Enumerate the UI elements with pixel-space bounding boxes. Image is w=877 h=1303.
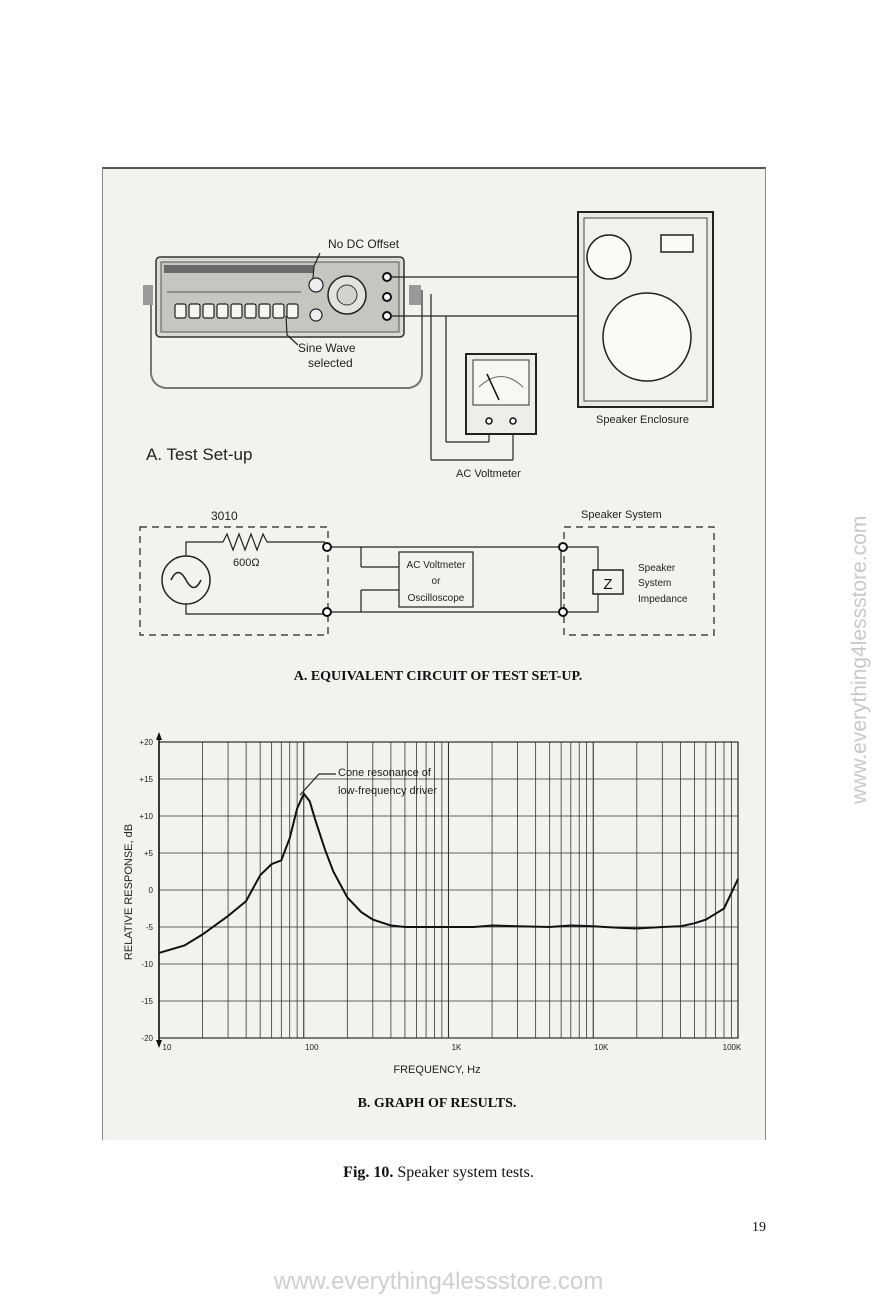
keypad-buttons bbox=[175, 304, 298, 318]
graph-annotation-line2: low-frequency driver bbox=[338, 785, 438, 797]
y-tick-label: +15 bbox=[139, 775, 153, 784]
x-tick-label: 100 bbox=[305, 1043, 319, 1052]
y-tick-label: -5 bbox=[145, 923, 153, 932]
speaker-system-label: Speaker System bbox=[581, 509, 662, 521]
page-number: 19 bbox=[752, 1220, 766, 1235]
sine-wave-label-line2: selected bbox=[308, 356, 353, 370]
graph-annotation-line1: Cone resonance of bbox=[338, 767, 431, 779]
ac-voltmeter-meter bbox=[466, 354, 536, 434]
figure-canvas bbox=[103, 169, 765, 1140]
watermark-bottom: www.everything4lessstore.com bbox=[273, 1268, 604, 1295]
y-tick-label: -15 bbox=[141, 997, 153, 1006]
figure-number: Fig. 10. bbox=[343, 1164, 394, 1181]
y-tick-label: +20 bbox=[139, 738, 153, 747]
source-label: 3010 bbox=[211, 509, 238, 523]
y-axis-tick-labels bbox=[139, 738, 153, 1043]
ac-voltmeter-label: AC Voltmeter bbox=[456, 468, 521, 480]
y-tick-label: -10 bbox=[141, 960, 153, 969]
sine-wave-label-line1: Sine Wave bbox=[298, 341, 356, 355]
x-tick-label: 10 bbox=[162, 1043, 172, 1052]
y-axis-arrow-down bbox=[156, 1040, 162, 1048]
resistor-label: 600Ω bbox=[233, 557, 260, 569]
y-tick-label: 0 bbox=[148, 886, 153, 895]
impedance-label-line2: System bbox=[638, 578, 672, 589]
y-tick-label: +10 bbox=[139, 812, 153, 821]
watermark-side: www.everything4lessstore.com bbox=[848, 515, 871, 805]
x-tick-label: 10K bbox=[594, 1043, 609, 1052]
x-tick-label: 1K bbox=[451, 1043, 462, 1052]
test-setup-heading: A. Test Set-up bbox=[146, 445, 253, 464]
figure-panel bbox=[102, 167, 766, 1140]
no-dc-offset-label: No DC Offset bbox=[328, 237, 400, 251]
y-tick-label: -20 bbox=[141, 1034, 153, 1043]
meter-label-line3: Oscilloscope bbox=[407, 593, 465, 604]
figure-caption bbox=[0, 1164, 877, 1182]
impedance-symbol: Z bbox=[603, 576, 613, 593]
speaker-enclosure-label: Speaker Enclosure bbox=[596, 414, 689, 426]
equivalent-circuit bbox=[140, 527, 714, 635]
y-axis-arrow-up bbox=[156, 732, 162, 740]
graph-caption: B. GRAPH OF RESULTS. bbox=[357, 1096, 517, 1111]
function-generator bbox=[143, 257, 422, 388]
response-graph bbox=[139, 732, 742, 1052]
speaker-enclosure bbox=[578, 212, 713, 407]
x-axis-tick-labels bbox=[163, 1043, 742, 1052]
impedance-label-line3: Impedance bbox=[638, 594, 688, 605]
y-axis-label: RELATIVE RESPONSE, dB bbox=[123, 823, 135, 961]
y-tick-label: +5 bbox=[143, 849, 153, 858]
graph-grid bbox=[156, 732, 738, 1048]
meter-label-line2: or bbox=[431, 576, 441, 587]
x-axis-label: FREQUENCY, Hz bbox=[393, 1064, 481, 1076]
circuit-caption: A. EQUIVALENT CIRCUIT OF TEST SET-UP. bbox=[293, 669, 583, 684]
figure-caption-text: Speaker system tests. bbox=[397, 1164, 534, 1181]
meter-label-line1: AC Voltmeter bbox=[406, 560, 466, 571]
x-tick-label: 100K bbox=[722, 1043, 742, 1052]
impedance-label-line1: Speaker bbox=[638, 563, 676, 574]
